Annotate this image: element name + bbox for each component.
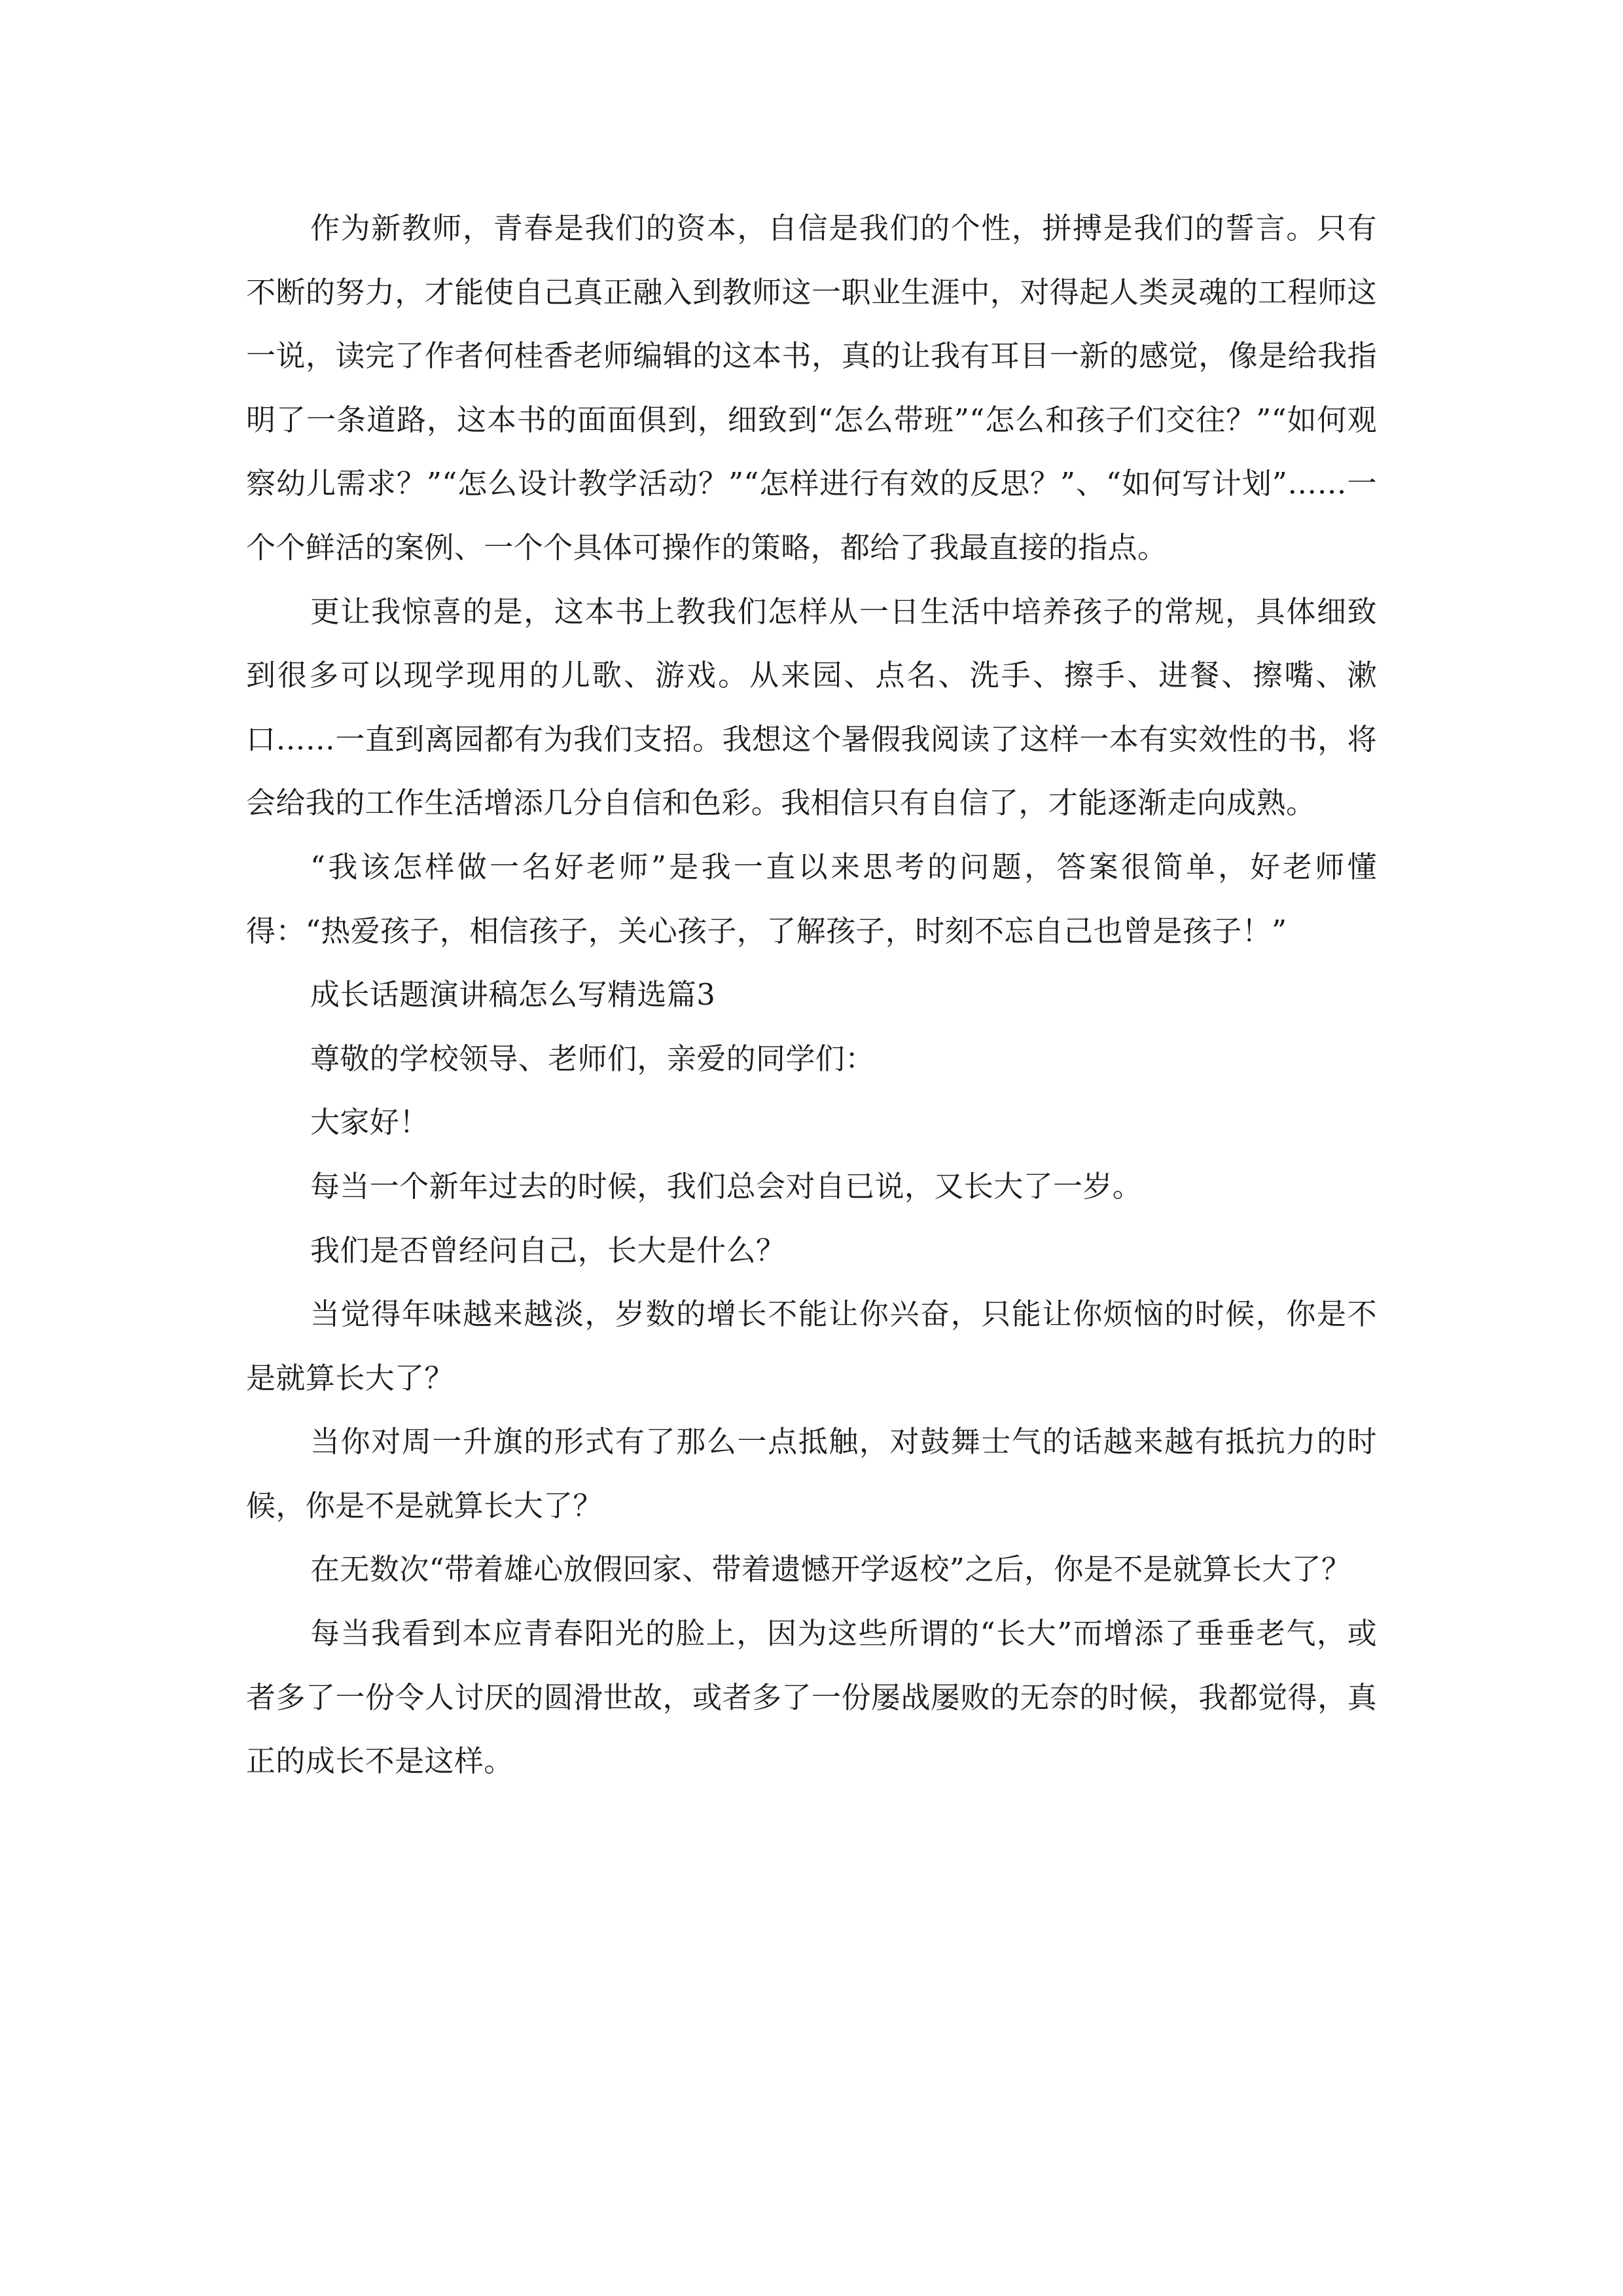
paragraph-new-year-taste: 当觉得年味越来越淡，岁数的增长不能让你兴奋，只能让你烦恼的时候，你是不是就算长大了？ xyxy=(246,1297,1377,1395)
paragraph-real-growth: 每当我看到本应青春阳光的脸上，因为这些所谓的“长大”而增添了垂垂老气，或者多了一份令人讨厌的圆滑世故，或者多了一份屡战屡败的无奈的时候，我都觉得，真正的成长不是这样。 xyxy=(246,1616,1377,1779)
paragraph-book-surprise: 更让我惊喜的是，这本书上教我们怎样从一日生活中培养孩子的常规，具体细致到很多可以现学现用的儿歌、游戏。从来园、点名、洗手、擦手、进餐、擦嘴、漱口……一直到离园都有为我们支招。我想这个暑假我阅读了这样一本有实效性的书，将会给我的工作生活增添几分自信和色彩。我相信只有自信了，才能逐渐走向成熟。 xyxy=(246,594,1377,821)
document-body xyxy=(246,196,1377,1793)
paragraph-new-teacher: 作为新教师，青春是我们的资本，自信是我们的个性，拼搏是我们的誓言。只有不断的努力，才能使自己真正融入到教师这一职业生涯中，对得起人类灵魂的工程师这一说，读完了作者何桂香老师编辑的这本书，真的让我有耳目一新的感觉，像是给我指明了一条道路，这本书的面面俱到，细致到“怎么带班”“怎么和孩子们交往？”“如何观察幼儿需求？”“怎么设计教学活动？”“怎样进行有效的反思？”、“如何写计划”……一个个鲜活的案例、一个个具体可操作的策略，都给了我最直接的指点。 xyxy=(246,211,1377,565)
paragraph-question: 我们是否曾经问自己，长大是什么？ xyxy=(310,1232,786,1268)
paragraph-good-teacher: “我该怎样做一名好老师”是我一直以来思考的问题，答案很简单，好老师懂得：“热爱孩子，相信孩子，关心孩子，了解孩子，时刻不忘自己也曾是孩子！” xyxy=(246,849,1377,948)
greeting: 大家好！ xyxy=(310,1105,429,1140)
paragraph-holiday: 在无数次“带着雄心放假回家、带着遗憾开学返校”之后，你是不是就算长大了？ xyxy=(310,1552,1351,1587)
salutation: 尊敬的学校领导、老师们，亲爱的同学们： xyxy=(310,1041,875,1076)
paragraph-flag-raising: 当你对周一升旗的形式有了那么一点抵触，对鼓舞士气的话越来越有抵抗力的时候，你是不是就算长大了？ xyxy=(246,1424,1377,1523)
paragraph-new-year: 每当一个新年过去的时候，我们总会对自已说，又长大了一岁。 xyxy=(310,1168,1143,1204)
section-heading: 成长话题演讲稿怎么写精选篇3 xyxy=(310,977,716,1013)
